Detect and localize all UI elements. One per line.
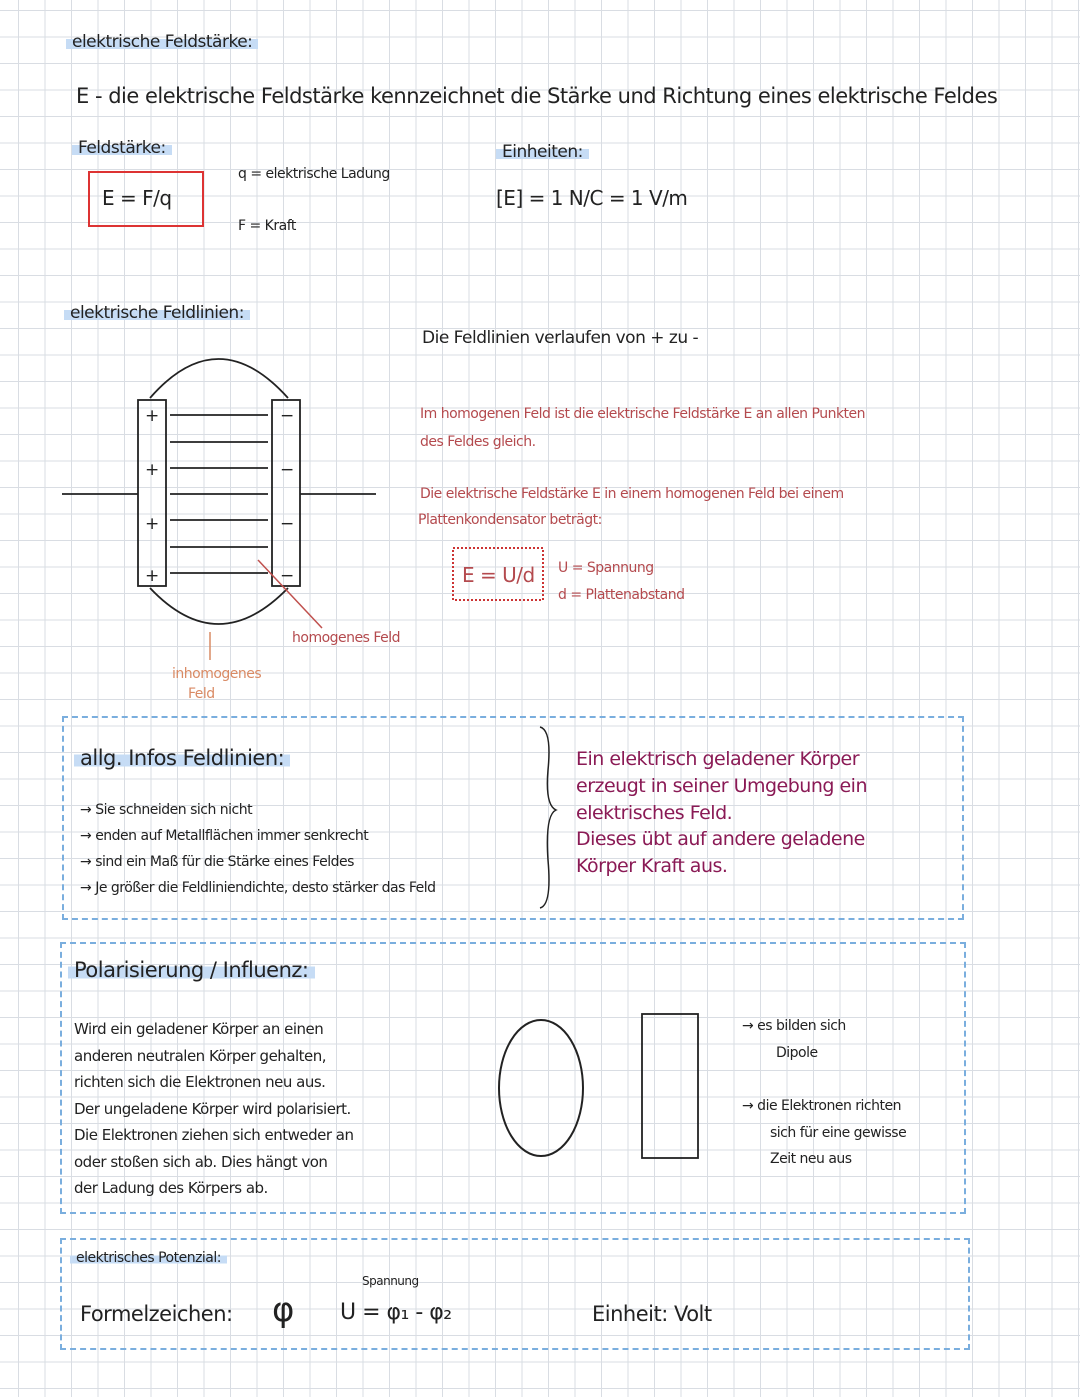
plus-sign: +: [145, 460, 159, 480]
minus-sign: −: [280, 460, 294, 480]
side-text-4: Dieses übt auf andere geladene: [576, 828, 865, 850]
polarisierung-text: [74, 1016, 353, 1202]
heading-feldlinien: elektrische Feldlinien:: [64, 303, 250, 323]
heading-polarisierung: Polarisierung / Influenz:: [68, 958, 315, 982]
heading-infos: allg. Infos Feldlinien:: [74, 746, 290, 770]
text-line: der Ladung des Körpers ab.: [74, 1179, 268, 1197]
minus-sign: −: [280, 566, 294, 586]
homogen-text-2: des Feldes gleich.: [420, 434, 536, 450]
label-homogen: homogenes Feld: [292, 630, 401, 646]
note-electrons: → die Elektronen richten: [742, 1098, 901, 1114]
side-text-2: erzeugt in seiner Umgebung ein: [576, 775, 867, 797]
formula-e-u-d: E = U/d: [462, 563, 535, 587]
units-heading: Einheiten:: [496, 142, 589, 162]
side-text-5: Körper Kraft aus.: [576, 855, 728, 877]
note-electrons-2: sich für eine gewisse: [770, 1125, 907, 1141]
definition: E - die elektrische Feldstärke kennzeichnet die Stärke und Richtung eines elektrische Feldes: [76, 84, 998, 108]
u-definition: U = Spannung: [558, 560, 654, 576]
potential-formula: U = φ₁ - φ₂: [340, 1300, 452, 1325]
info-item: → Je größer die Feldliniendichte, desto stärker das Feld: [80, 880, 436, 896]
capacitor-diagram: [62, 359, 376, 624]
text-line: Wird ein geladener Körper an einen: [74, 1020, 324, 1038]
minus-sign: −: [280, 514, 294, 534]
minus-sign: −: [280, 406, 294, 426]
plus-sign: +: [145, 406, 159, 426]
kondensator-text-1: Die elektrische Feldstärke E in einem homogenen Feld bei einem: [420, 486, 844, 502]
text-line: Der ungeladene Körper wird polarisiert.: [74, 1099, 351, 1118]
label-inhomogen: inhomogenes: [172, 666, 262, 682]
info-item: → sind ein Maß für die Stärke eines Feldes: [80, 854, 354, 870]
homogen-text-1: Im homogenen Feld ist die elektrische Feldstärke E an allen Punkten: [420, 406, 866, 422]
info-item: → enden auf Metallflächen immer senkrecht: [80, 828, 369, 844]
symbol-label: Formelzeichen:: [80, 1302, 233, 1326]
text-line: oder stoßen sich ab. Dies hängt von: [74, 1152, 328, 1171]
plus-sign: +: [145, 514, 159, 534]
note-dipole: → es bilden sich: [742, 1018, 846, 1034]
formula-e-f-q: E = F/q: [102, 186, 172, 210]
f-definition: F = Kraft: [238, 218, 296, 234]
heading-feldstaerke: elektrische Feldstärke:: [66, 32, 258, 52]
text-line: Die Elektronen ziehen sich entweder an: [74, 1126, 354, 1144]
kondensator-text-2: Plattenkondensator beträgt:: [418, 512, 602, 528]
heading-potenzial: elektrisches Potenzial:: [70, 1250, 227, 1266]
d-definition: d = Plattenabstand: [558, 587, 685, 603]
note-electrons-3: Zeit neu aus: [770, 1151, 852, 1167]
spannung-label: Spannung: [362, 1274, 419, 1288]
q-definition: q = elektrische Ladung: [238, 166, 390, 182]
plus-sign: +: [145, 566, 159, 586]
phi-symbol: φ: [272, 1290, 294, 1330]
side-text-3: elektrisches Feld.: [576, 802, 733, 824]
units-formula: [E] = 1 N/C = 1 V/m: [496, 186, 688, 210]
text-line: richten sich die Elektronen neu aus.: [74, 1073, 326, 1091]
side-text-1: Ein elektrisch geladener Körper: [576, 748, 860, 770]
subheading-feldstaerke: Feldstärke:: [72, 138, 172, 158]
field-direction: Die Feldlinien verlaufen von + zu -: [422, 328, 699, 348]
label-inhomogen-feld: Feld: [188, 686, 215, 702]
field-lines: [170, 415, 268, 573]
note-dipole-2: Dipole: [776, 1045, 818, 1061]
info-item: → Sie schneiden sich nicht: [80, 802, 253, 818]
text-line: anderen neutralen Körper gehalten,: [74, 1046, 327, 1065]
unit-volt: Einheit: Volt: [592, 1302, 712, 1326]
